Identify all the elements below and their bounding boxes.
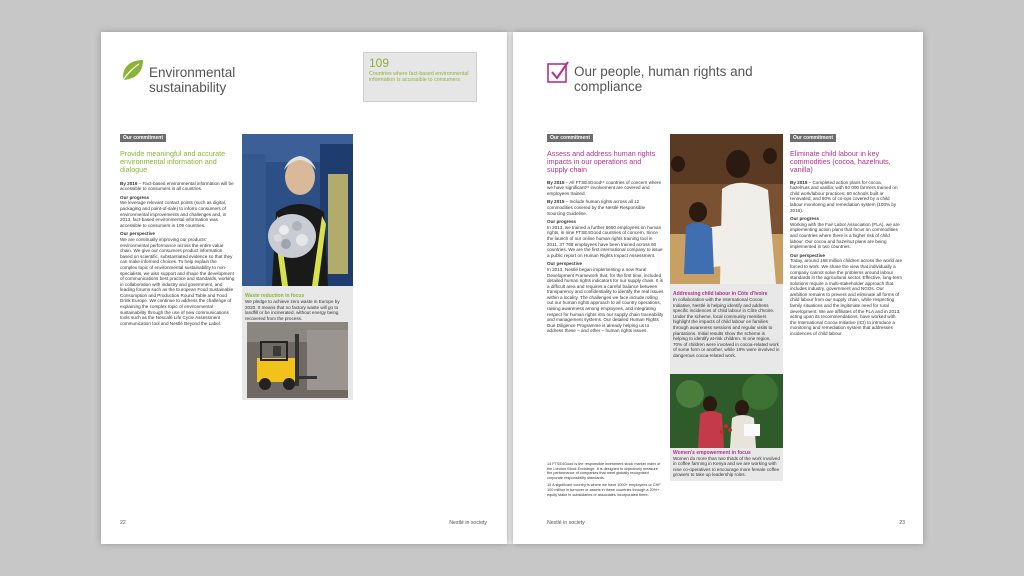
focus1-title: Addressing child labour in Côte d'Ivoire (673, 291, 768, 297)
perspective-text-2: Today, around 168 million children across the world are forced to work. We share the view that individually a company cannot solve the problems around labour standards in the agricultural sector. Effective, long-term solutions require a multi-stakeholder approach that includes industry, government and NGOs. Our ambition remains to prevent and eliminate all forms of child labour from our supply chain, while respecting family situations and the legitimate need for rural development. We are affiliates of the FLA and in 2013, acting upon its recommendations, have worked with the International Cocoa Initiative (ICI) to introduce a monitoring and remediation system that addresses incidences of child labour. (790, 258, 903, 337)
footnotes (547, 462, 664, 500)
commitment-label: Our commitment (120, 134, 166, 142)
column-3 (790, 126, 902, 340)
target1-text: – All FTSE4Good¹⁴ countries of concern where we have significant¹⁵ involvement are covered and employees trained. (547, 179, 662, 196)
focus2-text: Women do more than two thirds of the work involved in coffee farming in Kenya and we are working with nine co-operatives to encourage more female coffee growers to take up leadership roles. (673, 455, 780, 478)
target3-bold: By 2015 (790, 179, 808, 185)
waste-photo (242, 134, 353, 286)
section-title: Our people, human rights and compliance (574, 64, 753, 94)
progress-text: We leverage relevant contact points (such as digital, packaging and point-of-sale) to inform consumers of environmental improvements and challenges and, in 2013, fact-based environmental information was accessible to consumers in 109 countries. (120, 200, 227, 228)
women-photo (670, 374, 783, 448)
footer-label: Nestlé in society (449, 520, 487, 526)
target-bold: By 2016 (120, 180, 138, 186)
leaf-icon (120, 58, 144, 82)
focus-column (670, 134, 783, 481)
focus-text: We pledge to achieve zero waste in Europe by 2020. It means that no factory waste will go to landfill or be incinerated, without energy being recovered from the process. (245, 299, 340, 321)
focus-column (242, 134, 353, 400)
progress-heading: Our progress (547, 219, 577, 225)
progress-heading-2: Our progress (790, 216, 820, 222)
commitment-label: Our commitment (547, 134, 593, 142)
focus2-title: Women's empowerment in focus (673, 449, 751, 456)
progress-text: In 2013, we trained a further 6650 employees on human rights, in nine FTSE4Good countries of concern. Since the launch of our online human rights training tool in 2011, 37 768 employees have been trained across 60 countries. We are the first international company to issue a public report on Human Rights Impact Assessment. (547, 224, 663, 258)
commitment-column (120, 126, 235, 329)
perspective-heading-2: Our perspective (790, 252, 825, 258)
footnote-14: 14 FTSE4Good is the responsible investment stock market index of the London Stock Exchange. It is designed to objectively measure the performance of companies that meet globally recognised corporate responsibility standards. (547, 462, 661, 480)
stat-box (363, 52, 477, 102)
progress-text-2: Working with the Fair Labor Association (FLA), we are implementing action plans that focus on commodities and countries where there is a higher risk of child labour. Our cocoa and hazelnut plans are being implemented in two countries. (790, 221, 900, 250)
stat-text: Countries where fact-based environmental information is accessible to consumers (369, 71, 469, 84)
section-title: Environmental sustainability (149, 65, 236, 95)
commitment-title: Assess and address human rights impacts in our operations and supply chain (547, 149, 656, 175)
commitment-title-2: Eliminate child labour in key commodities (cocoa, hazelnuts, vanilla) (790, 149, 891, 175)
target2-text: – Include human rights across all 12 commodities covered by the Nestlé Responsible Sourcing Guideline. (547, 199, 646, 216)
target1-bold: By 2015 (547, 179, 565, 185)
footer-label: Nestlé in society (547, 520, 585, 526)
right-page (513, 32, 923, 544)
column-1 (547, 126, 664, 337)
forklift-photo (247, 322, 348, 398)
commitment-label-2: Our commitment (790, 134, 836, 142)
target3-text: – Completed action plans for cocoa, hazelnuts and vanilla; with 60 000 farmers trained on child work/labour practices; 60 schools built or renovated; and 80% of co-ops covered by a child labour monitoring and remediation system (100% by 2016). (790, 179, 898, 213)
page-number: 22 (120, 520, 126, 526)
focus1-text: In collaboration with the International Cocoa Initiative, Nestlé is helping identify and address specific incidences of child labour in Côte d'Ivoire. Under the scheme, local community members highlight the impacts of child labour on families through awareness sessions and regular visits to plantations. Initial results show the scheme is helping to identify at-risk children. In one region, 70% of children were involved in cocoa-related work of some form or another, while 19% were involved in dangerous cocoa-related work. (673, 297, 780, 358)
progress-heading: Our progress (120, 194, 150, 200)
target-text: – Fact-based environmental information will be accessible to consumers in all countries. (120, 180, 234, 192)
target2-bold: By 2015 (547, 199, 565, 205)
focus-title: Waste reduction in focus (245, 293, 305, 299)
perspective-text: We are continually improving our products' environmental performance across the entire value chain. We give our consumers product information based on scientific, substantiated evidence so that they can make informed choices. To help explain the complex topic of environmental sustainability to non-specialists, we also support and shape the development of communications best practice and standards, working in collaboration with industry and government, and leading forums such as the European Food Sustainable Consumption and Production Round Table and Food Drink Europe. We continue to address the challenge of explaining the complex topic of environmental sustainability through the use of new communications tools such as the Nescafé Life Cycle Assessment communication tool and Nestlé Beyond the Label. (120, 236, 235, 326)
checkbox-icon (547, 61, 569, 83)
page-number: 23 (899, 520, 905, 526)
perspective-heading: Our perspective (120, 231, 155, 237)
left-page (101, 32, 507, 544)
child-labour-photo (670, 134, 783, 284)
stat-number: 109 (369, 56, 390, 70)
commitment-title: Provide meaningful and accurate environmental information and dialogue (120, 149, 226, 175)
footnote-15: 15 A significant country is where we have 1000+ employees or CHF 100 million in turnover or assets in these countries through a 20%+ equity stake in subsidiaries or associates incorporated there. (547, 483, 661, 497)
perspective-text: In 2013, Nestlé began implementing a new Rural Development Framework that, for the first time, included detailed human rights indicators for our supply chain. It is a difficult area and requires a careful balance between transparency and confidentiality to identify the real issues within a locality. The challenges we face include rolling out our human rights approach to all country operations, raising awareness among employees, and integrating respect for human rights into our supply chain traceability and management systems. Our detailed Human Rights Due Diligence Programme is already helping us to address these – and other – human rights issues. (547, 266, 664, 334)
perspective-heading: Our perspective (547, 261, 582, 267)
